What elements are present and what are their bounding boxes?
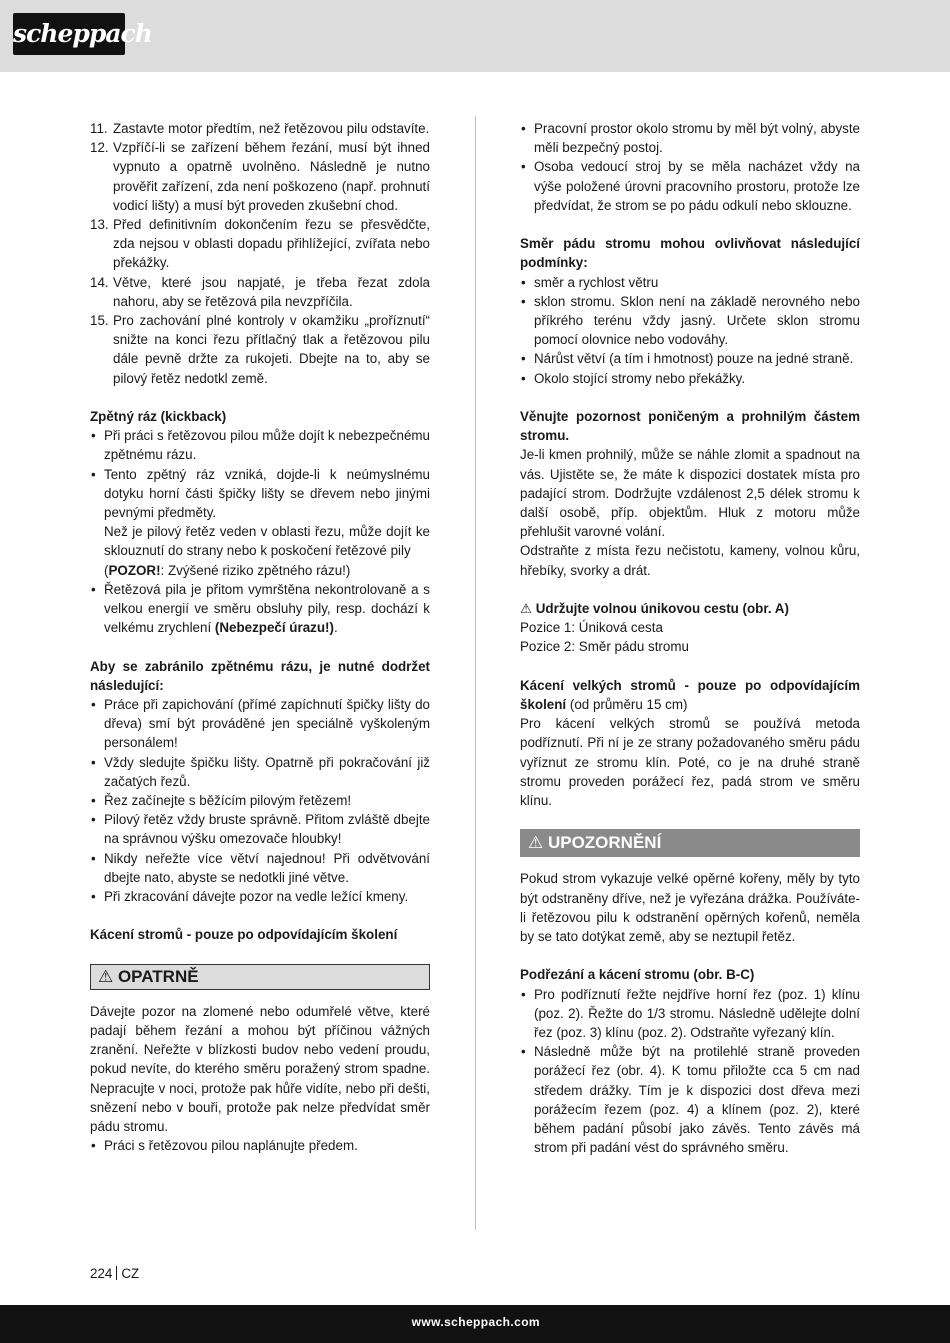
website-link[interactable]: www.scheppach.com [411,1315,540,1329]
list-item: • Práci s řetězovou pilou naplánujte předem. [90,1136,430,1155]
list-item: • Pilový řetěz vždy bruste správně. Přitom zvláště dbejte na správnou výšku omezovače hloubky! [90,810,430,848]
list-item: • Nikdy neřežte více větví najednou! Při odvětvování dbejte nato, abyste se nedotkli jiné větve. [90,849,430,887]
felling-heading: Kácení stromů - pouze po odpovídajícím školení [90,927,398,943]
list-item: • Pracovní prostor okolo stromu by měl být volný, abyste měli bezpečný postoj. [520,119,860,157]
numbered-item: 13. Před definitivním dokončením řezu se přesvědčte, zda nejsou v oblasti dopadu přihlížející, zvířata nebo překážky. [90,217,430,271]
list-item: • Řez začínejte s běžícím pilovým řetězem! [90,791,430,810]
brand-logo: scheppach [13,13,125,55]
notice-text: Pokud strom vykazuje velké opěrné kořeny, měly by tyto být odstraněny dříve, než je vyřezána drážka. Používáte-li řetězovou pilu k odstranění opěrných kořenů, neměla by se tato dotýkat země, aby se neztupil řetěz. [520,871,860,945]
direction-heading: Směr pádu stromu mohou ovlivňovat následující podmínky: [520,236,860,271]
left-column [90,119,430,1156]
list-item: • Okolo stojící stromy nebo překážky. [520,369,860,388]
list-item: • směr a rychlost větru [520,273,860,292]
damaged-text: Je-li kmen prohnilý, může se náhle zlomit a spadnout na vás. Ujistěte se, že máte k dispozici dostatek místa pro padající strom. Dodržujte vzdálenost 2,5 délek stromu k další osobě, příp. objektům. Hluk z motoru může přehlušit varovné volání. [520,447,860,540]
page-header [0,0,950,72]
numbered-item: 12. Vzpříčí-li se zařízení během řezání, musí být ihned vypnuto a opatrně uvolněno. Následně je nutno prověřit zařízení, zda není poškozeno (např. prohnutí vodicí lišty) a musí být proveden zkušební chod. [90,140,430,213]
prevent-heading: Aby se zabránilo zpětnému rázu, je nutné dodržet následující: [90,658,430,693]
list-item: • Při práci s řetězovou pilou může dojít k nebezpečnému zpětnému rázu. [90,426,430,464]
damaged-text-2: Odstraňte z místa řezu nečistotu, kameny, volnou kůru, hřebíky, svorky a drát. [520,543,860,578]
notice-box: ⚠ UPOZORNĚNÍ [520,829,860,857]
large-trees-heading: Kácení velkých stromů - pouze po odpovídajícím školení (od průměru 15 cm) [520,677,860,713]
numbered-item: 15. Pro zachování plné kontroly v okamžiku „proříznutí“ snižte na konci řezu přítlačný tlak a řetězovou pilu dále pevně držte za rukojeti. Dbejte na to, aby se pilový řetěz nedotkl země. [90,313,430,386]
list-item-continuation: Než je pilový řetěz veden v oblasti řezu, může dojít ke sklouznutí do strany nebo k poskočení řetězové pily [104,524,430,559]
list-item: • Při zkracování dávejte pozor na vedle ležící kmeny. [90,887,430,906]
page-footer [0,1305,950,1343]
escape-position-2: Pozice 2: Směr pádu stromu [520,639,689,655]
list-item: • Vždy sledujte špičku lišty. Opatrně při pokračování již začatých řezů. [90,753,430,791]
large-trees-text: Pro kácení velkých stromů se používá metoda podříznutí. Při ní je ze strany požadovaného směru pádu vyříznut ze stromu klín. Poté, co je na druhé straně stromu proveden porážecí řez, padá strom ve směru klínu. [520,716,860,809]
numbered-item: 14. Větve, které jsou napjaté, je třeba řezat zdola nahoru, aby se řetězová pila nevzpříčila. [90,274,430,309]
pozor-note: (POZOR!: Zvýšené riziko zpětného rázu!) [104,562,351,578]
escape-heading: ⚠ Udržujte volnou únikovou cestu (obr. A) [520,601,789,617]
numbered-item: 11. Zastavte motor předtím, než řetězovou pilu odstavíte. [90,121,430,136]
list-item: • sklon stromu. Sklon není na základě nerovného nebo příkrého terénu vždy jasný. Určete sklon stromu pomocí olovnice nebo vodováhy. [520,292,860,350]
caution-box: ⚠ OPATRNĚ [90,964,430,990]
column-divider [475,116,476,1230]
list-item: • Práce při zapichování (přímé zapíchnutí špičky lišty do dřeva) smí být prováděné jen speciálně vyškoleným personálem! [90,695,430,753]
list-item: • Řetězová pila je přitom vymrštěna nekontrolovaně a s velkou energií ve směru obsluhy pily, resp. dochází k velkému zrychlení (Nebezpečí úrazu!). [90,580,430,638]
list-item: • Nárůst větví (a tím i hmotnost) pouze na jedné straně. [520,349,860,368]
damaged-heading: Věnujte pozornost poničeným a prohnilým částem stromu. [520,409,860,444]
list-item: • Tento zpětný ráz vzniká, dojde-li k neúmyslnému dotyku horní části špičky lišty se dřevem nebo jinými pevnými předměty. [90,465,430,523]
cut-heading: Podřezání a kácení stromu (obr. B-C) [520,967,755,983]
escape-position-1: Pozice 1: Úniková cesta [520,620,663,636]
list-item: • Následně může být na protilehlé straně proveden porážecí řez (obr. 4). K tomu přiložte cca 5 cm nad středem drážky. Tím je k dispozici dost dřeva mezi porážecím řezem (poz. 4) a klínem (poz. 2), které během padání působí jako závěs. Tento závěs má strom při padání vést do správného směru. [520,1042,860,1157]
list-item: • Osoba vedoucí stroj by se měla nacházet vždy na výše položené úrovni pracovního prostoru, protože lze předvídat, že strom se po pádu odkulí nebo sklouzne. [520,157,860,215]
right-column [520,119,860,1157]
page-separator [116,1266,117,1280]
list-item: • Pro podříznutí řežte nejdříve horní řez (poz. 1) klínu (poz. 2). Řežte do 1/3 stromu. Následně udělejte dolní řez (poz. 3) klínu (poz. 2). Odstraňte vyřezaný klín. [520,985,860,1043]
kickback-heading: Zpětný ráz (kickback) [90,409,227,425]
caution-text: Dávejte pozor na zlomené nebo odumřelé větve, které padají během řezání a mohou být příčinou vážných zranění. Neřežte v blízkosti budov nebo vedení proudu, pokud nevíte, do kterého směru poražený strom spadne. Nepracujte v noci, protože pak hůře vidíte, nebo při dešti, snězení nebo v bouři, protože pak nelze předvídat směr pádu stromu. [90,1003,430,1135]
page-number: 224 CZ [90,1266,140,1281]
